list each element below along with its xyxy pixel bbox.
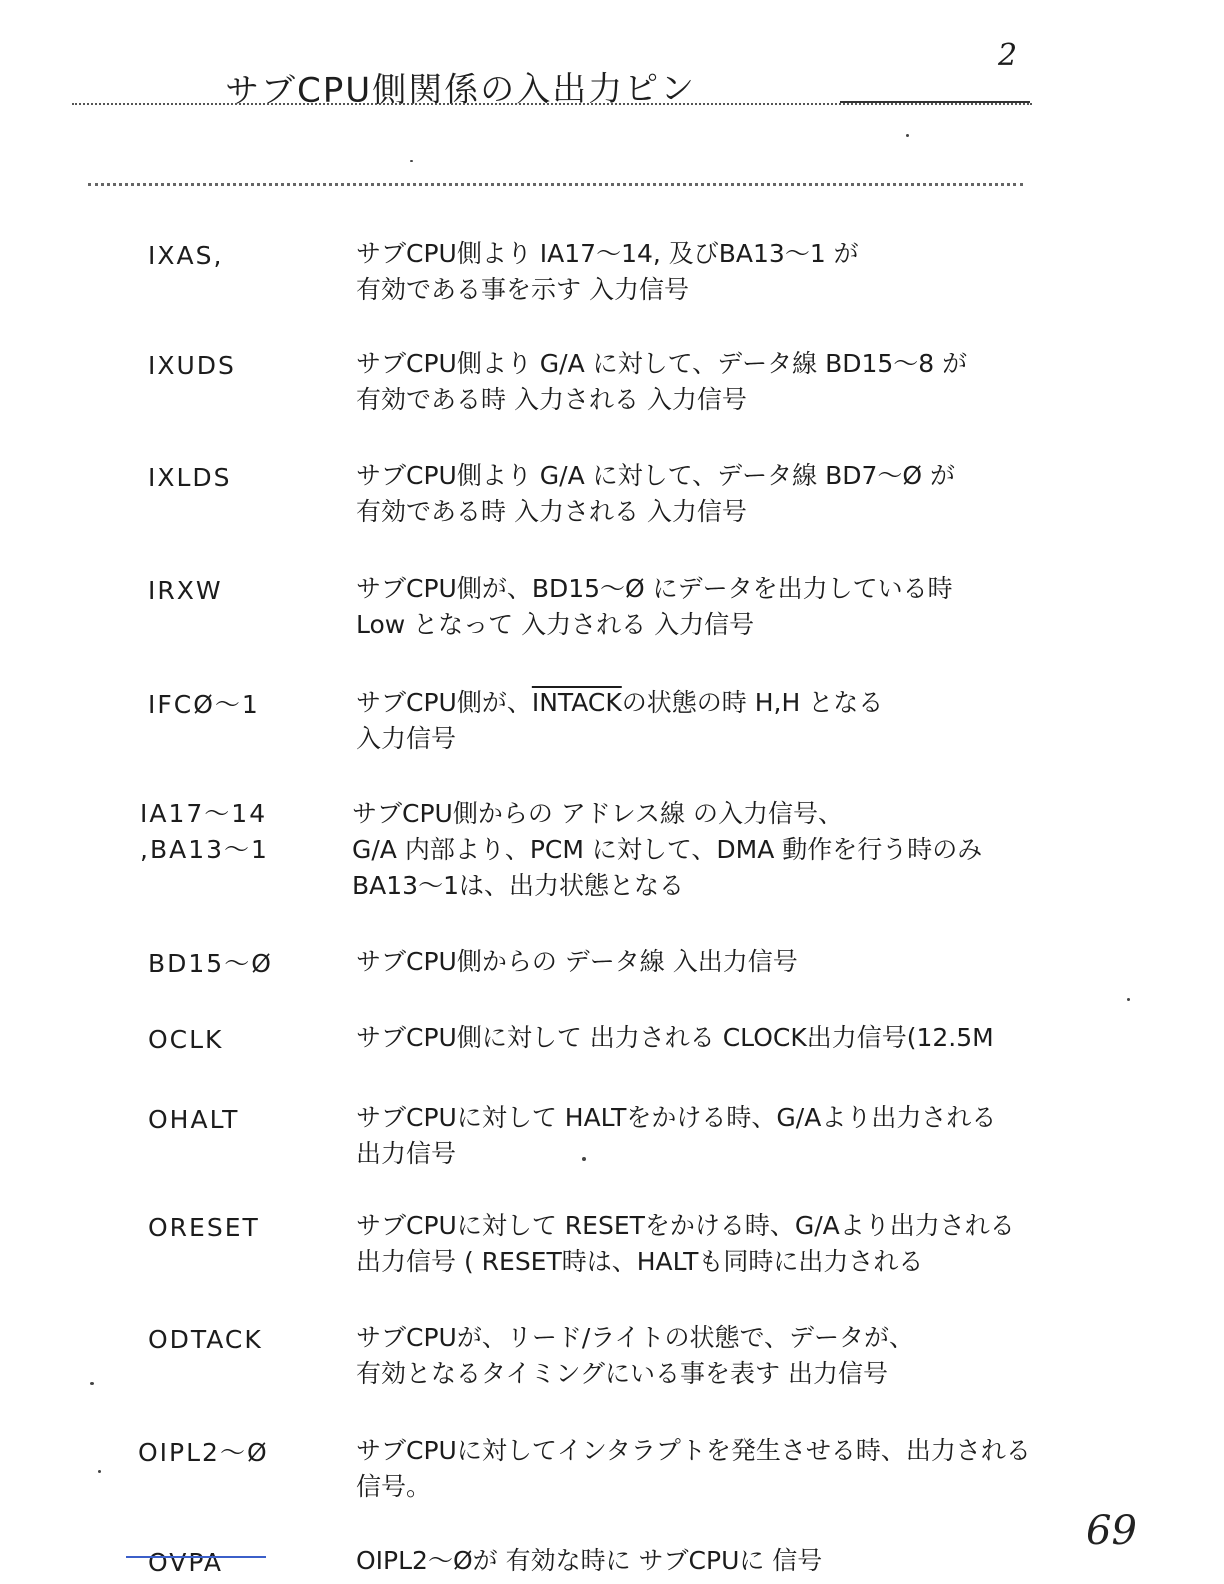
description-line: Low となって 入力される 入力信号 [356, 610, 755, 639]
description-line: G/A 内部より、PCM に対して、DMA 動作を行う時のみ [352, 835, 983, 864]
pin-description [356, 1020, 1046, 1056]
description-line [356, 685, 1056, 721]
pin-name: IXLDS [148, 463, 232, 492]
scan-edge-line [126, 1556, 266, 1558]
pin-name: IXUDS [148, 351, 236, 380]
description-line: サブCPU側より IA17〜14, 及びBA13〜1 が [356, 239, 859, 268]
description-line: 出力信号 ( RESET時は、HALTも同時に出力される [356, 1247, 924, 1276]
footer-page-number: 69 [1086, 1508, 1137, 1554]
pin-description [356, 346, 1056, 418]
description-line: 有効である時 入力される 入力信号 [356, 497, 747, 526]
pin-entry [0, 1543, 1224, 1584]
description-line: 有効である事を示す 入力信号 [356, 275, 689, 304]
pin-name: ORESET [148, 1213, 260, 1242]
page-number: 2 [998, 38, 1018, 73]
pin-description [356, 1433, 1056, 1505]
description-line: 信号。 [356, 1472, 432, 1501]
description-fragment: の状態の時 H,H となる [621, 688, 884, 717]
pin-name: ODTACK [148, 1325, 263, 1354]
pin-description [356, 685, 1056, 757]
pin-description [356, 571, 1056, 643]
description-line: BA13〜1は、出力状態となる [352, 871, 684, 900]
pin-name: BD15〜Ø [148, 949, 273, 978]
description-line: 有効である時 入力される 入力信号 [356, 385, 747, 414]
description-line: 出力信号 [356, 1139, 457, 1168]
intack-overlined: INTACK [531, 688, 622, 717]
pin-description [356, 458, 1056, 530]
pin-name: OIPL2〜Ø [138, 1438, 269, 1467]
description-line: OIPL2〜Øが 有効な時に サブCPUに 信号 [356, 1546, 823, 1575]
pin-description [356, 1320, 1056, 1392]
pin-name: OHALT [148, 1105, 240, 1134]
description-line: 有効となるタイミングにいる事を表す 出力信号 [356, 1359, 888, 1388]
description-line: サブCPUに対して HALTをかける時、G/Aより出力される [356, 1103, 997, 1132]
description-fragment: サブCPU側が、 [356, 688, 532, 717]
description-line: サブCPU側より G/A に対して、データ線 BD7〜Ø が [356, 461, 956, 490]
description-line: サブCPU側より G/A に対して、データ線 BD15〜8 が [356, 349, 968, 378]
pin-description [352, 796, 1052, 904]
description-line: 入力信号 [356, 724, 457, 753]
description-line: サブCPU側からの アドレス線 の入力信号、 [352, 799, 843, 828]
description-line: サブCPU側が、BD15〜Ø にデータを出力している時 [356, 574, 953, 603]
pin-name: IFCØ〜1 [148, 690, 260, 719]
description-line: サブCPUに対してインタラプトを発生させる時、出力される [356, 1436, 1031, 1465]
pin-name: OCLK [148, 1025, 224, 1054]
pin-description [356, 1208, 1056, 1280]
description-line: サブCPU側からの データ線 入出力信号 [356, 947, 798, 976]
page-title: サブCPU側関係の入出力ピン [224, 68, 697, 112]
description-line: サブCPUに対して RESETをかける時、G/Aより出力される [356, 1211, 1015, 1240]
pin-name: IA17〜14 ,BA13〜1 [140, 799, 269, 864]
description-line: サブCPUが、リード/ライトの状態で、データが、 [356, 1323, 915, 1352]
description-line: サブCPU側に対して 出力される CLOCK出力信号(12.5M [356, 1023, 994, 1052]
pin-description [356, 1543, 1056, 1579]
pin-name: IRXW [148, 576, 223, 605]
pin-description [356, 236, 1056, 308]
pin-description [356, 1100, 1056, 1172]
pin-name: OVPA [148, 1548, 223, 1577]
pin-name: IXAS, [148, 241, 224, 270]
pin-description [356, 944, 1056, 980]
